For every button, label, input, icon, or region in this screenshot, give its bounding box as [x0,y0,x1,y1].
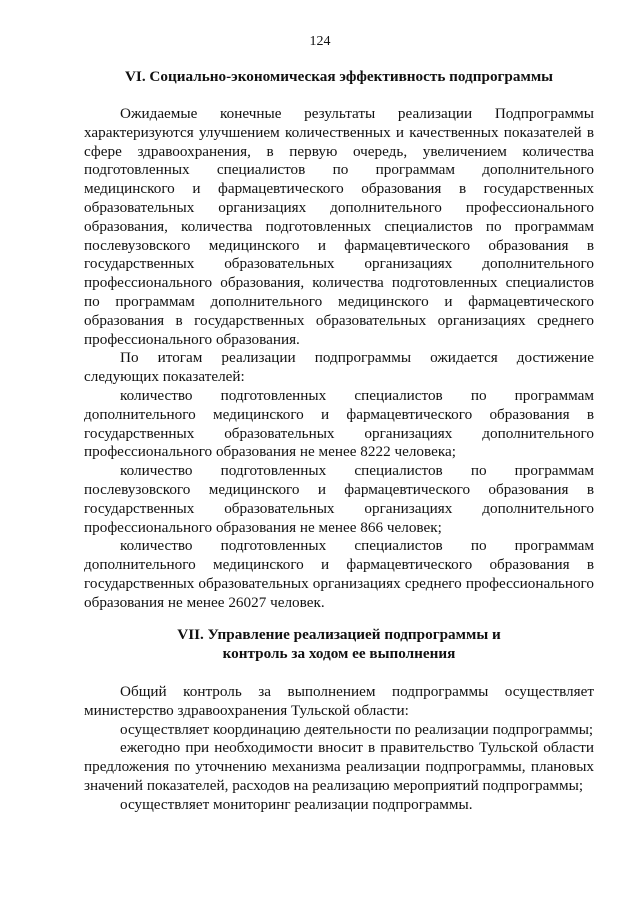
section-6-heading [84,67,594,86]
page-number: 124 [309,34,331,49]
section-7-title-line-1: VII. Управление реализацией подпрограммы и [177,626,501,643]
section-6-paragraph-expected-results: Ожидаемые конечные результаты реализации Подпрограммы характеризуются улучшением количественных и качественных показателей в сфере здравоохранения, в первую очередь, увеличением количества подготовленных специалистов по программам дополнительного медицинского и фармацевтического образования в государственных образовательных организациях дополнительного профессионального образования, количества подготовленных специалистов по программам послевузовского медицинского и фармацевтического образования в государственных образовательных организациях дополнительного профессионального образования, количества подготовленных специалистов по программам дополнительного медицинского и фармацевтического образования в государственных образовательных организациях среднего профессионального образования. [84,105,594,348]
section-6-indicator-secondary-education: количество подготовленных специалистов по программам дополнительного медицинского и фармацевтического образования в государственных образовательных организациях среднего профессионального образования не менее 26027 человек. [84,537,594,611]
section-7-paragraph-general-control: Общий контроль за выполнением подпрограммы осуществляет министерство здравоохранения Тульской области: [84,683,594,719]
section-7-paragraph-coordination: осуществляет координацию деятельности по реализации подпрограммы; [120,720,594,738]
section-6-paragraph-indicators-intro: По итогам реализации подпрограммы ожидается достижение следующих показателей: [84,349,594,386]
section-6-title: VI. Социально-экономическая эффективность подпрограммы [124,68,554,85]
section-7-body [84,683,594,815]
section-6-indicator-additional-education: количество подготовленных специалистов по программам дополнительного медицинского и фармацевтического образования в государственных образовательных организациях дополнительного профессионального образования не менее 8222 человека; [84,386,594,461]
section-7-paragraph-monitoring: осуществляет мониторинг реализации подпрограммы. [120,795,473,813]
section-7-paragraph-proposals: ежегодно при необходимости вносит в правительство Тульской области предложения по уточнению механизма реализации подпрограммы, плановых значений показателей, расходов на реализацию мероприятий подпрограммы; [84,739,594,794]
section-7-title-line-2: контроль за ходом ее выполнения [222,645,456,662]
section-6-indicator-postgraduate-education: количество подготовленных специалистов по программам послевузовского медицинского и фармацевтического образования в государственных образовательных организациях дополнительного профессионального образования не менее 866 человек; [84,462,594,536]
section-6-body [84,105,594,613]
section-7-heading [84,625,594,663]
